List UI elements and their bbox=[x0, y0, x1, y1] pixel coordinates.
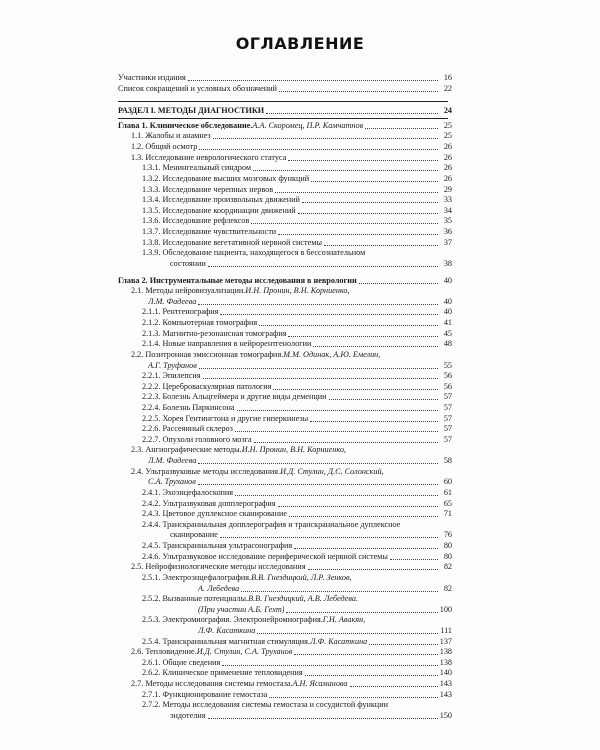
toc-entry[interactable] bbox=[148, 296, 452, 307]
toc-entry-title: 2.1.1. Рентгенография bbox=[142, 307, 219, 317]
toc-entry-authors: Г.Н. Авакян, bbox=[322, 615, 366, 625]
dot-leader bbox=[279, 91, 438, 92]
toc-entry-page: 34 bbox=[443, 205, 452, 215]
toc-entry[interactable] bbox=[142, 413, 452, 424]
toc-entry[interactable] bbox=[142, 498, 452, 509]
toc-entry[interactable] bbox=[142, 194, 452, 205]
toc-entry[interactable] bbox=[131, 130, 452, 141]
toc-entry-page: 138 bbox=[439, 647, 452, 657]
toc-entry[interactable] bbox=[142, 247, 452, 258]
toc-entry-title: РАЗДЕЛ I. МЕТОДЫ ДИАГНОСТИКИ bbox=[118, 106, 265, 116]
dot-leader bbox=[390, 559, 438, 560]
toc-entry-title: 2.2. Позитронная эмиссионная томография. bbox=[131, 349, 284, 359]
toc-entry[interactable] bbox=[148, 476, 452, 487]
toc-entry-page: 36 bbox=[443, 227, 452, 237]
dot-leader bbox=[369, 644, 437, 645]
toc-entry-title: 1.3.6. Исследование рефлексов bbox=[142, 216, 250, 226]
toc-entry-title: 2.6. Тепловидение. bbox=[131, 647, 197, 657]
toc-entry[interactable] bbox=[142, 162, 452, 173]
toc-entry-page: 29 bbox=[443, 184, 452, 194]
toc-entry[interactable] bbox=[142, 173, 452, 184]
toc-entry-page: 24 bbox=[443, 106, 452, 116]
toc-entry-page: 57 bbox=[443, 402, 452, 412]
toc-entry-page: 143 bbox=[439, 679, 452, 689]
toc-entry[interactable] bbox=[142, 317, 452, 328]
dot-leader bbox=[198, 484, 438, 485]
toc-entry-page: 150 bbox=[439, 710, 452, 720]
toc-entry-authors: А.Н. Ясаманова bbox=[292, 679, 348, 689]
toc-entry[interactable] bbox=[142, 689, 452, 700]
toc-entry-authors: И.Д. Стулин, Д.С. Солонский, bbox=[280, 466, 384, 476]
toc-entry[interactable] bbox=[142, 184, 452, 195]
dot-leader bbox=[188, 80, 438, 81]
toc-entry-authors: Л.М. Фадеева bbox=[148, 456, 197, 466]
dot-leader bbox=[241, 591, 438, 592]
dot-leader bbox=[288, 160, 438, 161]
toc-entry-page: 82 bbox=[443, 562, 452, 572]
toc-entry-page: 26 bbox=[443, 152, 452, 162]
dot-leader bbox=[359, 283, 438, 284]
toc-entry-page: 26 bbox=[443, 163, 452, 173]
toc-entry-title: 2.5.1. Электроэнцефалография. bbox=[142, 572, 252, 582]
toc-entry-authors: В.В. Гнездицкий, А.В. Лебедева. bbox=[248, 594, 359, 604]
dot-leader bbox=[199, 149, 438, 150]
toc-entry-title: 2.4.1. Эхоэнцефалоскопия bbox=[142, 487, 234, 497]
dot-leader bbox=[257, 633, 438, 634]
toc-entry[interactable] bbox=[170, 710, 452, 721]
toc-entry[interactable] bbox=[142, 402, 452, 413]
toc-entry[interactable] bbox=[131, 141, 452, 152]
dot-leader bbox=[251, 223, 438, 224]
toc-entry-title: Глава 2. Инструментальные методы исследования в неврологии bbox=[118, 275, 357, 285]
toc-entry-title: 2.1.2. Компьютерная томография bbox=[142, 318, 258, 328]
section-rule bbox=[118, 118, 448, 119]
toc-entry[interactable] bbox=[142, 657, 452, 668]
toc-entry-title: Список сокращений и условных обозначений bbox=[118, 83, 277, 93]
toc-entry-page: 71 bbox=[443, 509, 452, 519]
dot-leader bbox=[278, 506, 439, 507]
toc-entry-authors: М.М. Одинак, А.Ю. Емелин, bbox=[283, 349, 381, 359]
toc-entry[interactable] bbox=[118, 105, 452, 116]
dot-leader bbox=[198, 463, 438, 464]
toc-entry-page: 57 bbox=[443, 434, 452, 444]
toc-entry[interactable] bbox=[142, 226, 452, 237]
toc-entry[interactable] bbox=[148, 360, 452, 371]
toc-entry-title: 2.2.3. Болезнь Альцгеймера и другие виды деменции bbox=[142, 392, 327, 402]
toc-entry-title: 2.2.5. Хорея Гентингтона и другие гиперкинезы bbox=[142, 413, 309, 423]
toc-entry-authors: В.В. Гнездицкий, Л.Р. Зенков, bbox=[251, 572, 352, 582]
dot-leader bbox=[294, 548, 438, 549]
toc-entry[interactable] bbox=[142, 237, 452, 248]
toc-entry-page: 82 bbox=[443, 583, 452, 593]
toc-entry[interactable] bbox=[131, 152, 452, 163]
toc-entry-title: 2.4.5. Транскраниальная ультрасонография bbox=[142, 541, 293, 551]
toc-entry[interactable] bbox=[148, 455, 452, 466]
toc-entry-page: 111 bbox=[440, 626, 452, 635]
toc-entry[interactable] bbox=[131, 444, 452, 455]
toc-entry-page: 40 bbox=[443, 296, 452, 306]
toc-entry-title: 2.7.2. Методы исследования системы гемостаза и сосудистой функции bbox=[142, 700, 388, 710]
toc-entry[interactable] bbox=[118, 275, 452, 286]
toc-entry-title: 1.3.3. Исследование черепных нервов bbox=[142, 184, 274, 194]
toc-entry-title: 2.6.1. Общие сведения bbox=[142, 657, 221, 667]
dot-leader bbox=[298, 213, 438, 214]
toc-entry[interactable] bbox=[170, 529, 452, 540]
toc-entry-page: 40 bbox=[443, 275, 452, 285]
toc-entry-title: 2.2.6. Рассеянный склероз bbox=[142, 424, 233, 434]
toc-entry-page: 57 bbox=[443, 424, 452, 434]
toc-entry[interactable] bbox=[142, 540, 452, 551]
dot-leader bbox=[203, 378, 438, 379]
toc-entry-title: 2.5. Нейрофизиологические методы исследования bbox=[131, 562, 306, 572]
toc-entry[interactable] bbox=[131, 678, 452, 689]
toc-entry-page: 56 bbox=[443, 371, 452, 381]
toc-entry[interactable] bbox=[131, 349, 452, 360]
toc-entry-title: 1.2. Общий осмотр bbox=[131, 142, 198, 152]
toc-entry-title: 1.3. Исследование неврологического статуса bbox=[131, 152, 287, 162]
toc-entry-page: 40 bbox=[443, 307, 452, 317]
toc-entry-title: 1.3.8. Исследование вегетативной нервной системы bbox=[142, 237, 322, 247]
dot-leader bbox=[269, 697, 438, 698]
toc-entry-authors: А.А. Скоромец, П.Р. Камчатнов bbox=[252, 120, 364, 130]
toc-entry-page: 143 bbox=[439, 689, 452, 699]
toc-entry-page: 25 bbox=[443, 131, 452, 141]
toc-entry-authors: А. Лебедева bbox=[198, 583, 240, 593]
dot-leader bbox=[237, 410, 439, 411]
toc-entry-title: 2.1.3. Магнитно-резонансная томография bbox=[142, 328, 287, 338]
dot-leader bbox=[198, 304, 438, 305]
toc-entry[interactable] bbox=[142, 423, 452, 434]
toc-entry-title: 2.5.4. Транскраниальная магнитная стимуляция. bbox=[142, 636, 310, 646]
dot-leader bbox=[208, 266, 438, 267]
toc-entry[interactable] bbox=[142, 519, 452, 530]
toc-entry-title: эндотелия bbox=[170, 710, 206, 720]
toc-entry[interactable] bbox=[142, 551, 452, 562]
toc-entry[interactable] bbox=[142, 205, 452, 216]
toc-entry[interactable] bbox=[142, 508, 452, 519]
toc-entry[interactable] bbox=[142, 215, 452, 226]
toc-entry-title: 2.1.4. Новые направления в нейрорентгенологии bbox=[142, 339, 312, 349]
toc-entry[interactable] bbox=[142, 391, 452, 402]
dot-leader bbox=[220, 314, 438, 315]
toc-entry-title: 2.2.1. Эпилепсия bbox=[142, 371, 201, 381]
dot-leader bbox=[286, 612, 437, 613]
toc-entry-title: Участники издания bbox=[118, 73, 186, 82]
toc-entry-page: 56 bbox=[443, 381, 452, 391]
toc-entry[interactable] bbox=[198, 604, 452, 615]
toc-entry-title: 2.5.2. Вызванные потенциалы. bbox=[142, 594, 249, 604]
toc-entry-page: 55 bbox=[443, 360, 452, 370]
toc-entry-authors: А.Г. Труфанов bbox=[148, 360, 197, 370]
toc-entry-page: 26 bbox=[443, 173, 452, 183]
toc-entry-title: 1.3.4. Исследование произвольных движений bbox=[142, 195, 300, 205]
toc-entry-title: 1.3.5. Исследование координации движений bbox=[142, 205, 296, 215]
toc-entry[interactable] bbox=[142, 636, 452, 647]
toc-entry[interactable] bbox=[131, 466, 452, 477]
toc-entry-page: 16 bbox=[443, 73, 452, 82]
toc-entry-page: 140 bbox=[439, 668, 452, 678]
toc-entry-page: 80 bbox=[443, 541, 452, 551]
toc-entry[interactable] bbox=[142, 593, 452, 604]
toc-entry-title: 1.1. Жалобы и анамнез bbox=[131, 131, 211, 141]
dot-leader bbox=[235, 431, 438, 432]
toc-entry-title: 1.3.9. Обследование пациента, находящегося в бессознательном bbox=[142, 248, 366, 258]
dot-leader bbox=[365, 128, 438, 129]
toc-entry[interactable] bbox=[131, 561, 452, 572]
dot-leader bbox=[222, 665, 437, 666]
toc-entry-title: 1.3.7. Исследование чувствительности bbox=[142, 227, 277, 237]
toc-entry-title: 2.3. Ангиографические методы. bbox=[131, 445, 242, 455]
toc-entry-page: 76 bbox=[443, 530, 452, 540]
toc-entry-authors: Л.Ф. Касаткина bbox=[198, 626, 256, 635]
dot-leader bbox=[350, 686, 438, 687]
dot-leader bbox=[294, 654, 437, 655]
toc-entry-page: 65 bbox=[443, 498, 452, 508]
toc-entry-title: 2.7. Методы исследования системы гемостаза. bbox=[131, 679, 293, 689]
toc-entry-authors: Л.Ф. Касаткина bbox=[309, 636, 368, 646]
toc-entry-page: 61 bbox=[443, 487, 452, 497]
toc-entry-title: 2.2.7. Опухоли головного мозга bbox=[142, 434, 252, 444]
toc-entry-title: 2.4.2. Ультразвуковая допплерография bbox=[142, 498, 276, 508]
toc-entry[interactable] bbox=[198, 583, 452, 594]
dot-leader bbox=[313, 346, 438, 347]
toc-entry[interactable] bbox=[142, 699, 452, 710]
toc-entry[interactable] bbox=[142, 306, 452, 317]
toc-entry-title: 1.3.2. Исследование высших мозговых функций bbox=[142, 173, 310, 183]
toc-entry-page: 137 bbox=[439, 636, 452, 646]
toc-entry[interactable] bbox=[118, 120, 452, 131]
toc-entry-authors: С.А. Труханов bbox=[148, 477, 196, 487]
toc-entry-page: 25 bbox=[443, 120, 452, 130]
dot-leader bbox=[324, 245, 438, 246]
dot-leader bbox=[254, 442, 438, 443]
toc-entry[interactable] bbox=[142, 338, 452, 349]
toc-entry-title: 2.6.2. Клиническое применение тепловидения bbox=[142, 668, 303, 678]
dot-leader bbox=[253, 170, 438, 171]
toc-entry-page: 57 bbox=[443, 392, 452, 402]
toc-entry-page: 22 bbox=[443, 83, 452, 93]
toc-entry-page: 45 bbox=[443, 328, 452, 338]
toc-entry-authors: Л.М. Фадеева bbox=[148, 296, 197, 306]
toc-entry[interactable] bbox=[131, 646, 452, 657]
toc-entry[interactable] bbox=[118, 83, 452, 94]
dot-leader bbox=[329, 399, 438, 400]
toc-entry[interactable] bbox=[142, 370, 452, 381]
dot-leader bbox=[266, 113, 438, 114]
toc-entry-title: 2.1. Методы нейровизуализации. bbox=[131, 286, 246, 296]
toc-entry-page: 138 bbox=[439, 657, 452, 667]
dot-leader bbox=[213, 138, 438, 139]
toc-entry-title: сканирование bbox=[170, 530, 218, 540]
toc-entry-page: 80 bbox=[443, 551, 452, 561]
toc-entry-page: 57 bbox=[443, 413, 452, 423]
toc-entry-page: 37 bbox=[443, 237, 452, 247]
toc-entry-page: 33 bbox=[443, 195, 452, 205]
dot-leader bbox=[305, 675, 438, 676]
toc-entry-page: 26 bbox=[443, 142, 452, 152]
toc-entry-authors: (При участии А.Б. Гехт) bbox=[198, 604, 285, 614]
dot-leader bbox=[199, 368, 438, 369]
dot-leader bbox=[310, 421, 438, 422]
toc-entry-authors: И.Н. Пронин, В.Н. Корниенко, bbox=[241, 445, 346, 455]
dot-leader bbox=[311, 181, 438, 182]
dot-leader bbox=[302, 202, 438, 203]
toc-entry[interactable] bbox=[170, 258, 452, 269]
toc-entry[interactable] bbox=[142, 328, 452, 339]
dot-leader bbox=[308, 569, 438, 570]
toc-entry[interactable] bbox=[142, 434, 452, 445]
toc-entry-title: 2.4. Ультразвуковые методы исследования. bbox=[131, 466, 281, 476]
toc-entry[interactable] bbox=[131, 285, 452, 296]
dot-leader bbox=[288, 336, 438, 337]
dot-leader bbox=[273, 389, 438, 390]
toc-entry-title: 2.2.2. Цереброваскулярная патология bbox=[142, 381, 272, 391]
toc-entry-page: 48 bbox=[443, 339, 452, 349]
toc-entry-title: 2.7.1. Функционирование гемостаза bbox=[142, 689, 268, 699]
toc-entry-authors: И.Н. Пронин, В.Н. Корниенко, bbox=[245, 286, 350, 296]
toc-entry-title: Глава 1. Клиническое обследование. bbox=[118, 120, 253, 130]
toc-entry-title: 1.3.1. Менингеальный синдром bbox=[142, 163, 252, 173]
toc-entry-page: 35 bbox=[443, 216, 452, 226]
toc-entry-title: 2.5.3. Электромиография. Электронейромиография. bbox=[142, 615, 323, 625]
toc-entry[interactable] bbox=[142, 614, 452, 625]
toc-entry-page: 60 bbox=[443, 477, 452, 487]
toc-entry-title: 2.4.3. Цветовое дуплексное сканирование bbox=[142, 509, 287, 519]
dot-leader bbox=[259, 325, 438, 326]
toc-entry[interactable] bbox=[142, 381, 452, 392]
toc-entry-title: состоянии bbox=[170, 258, 206, 268]
dot-leader bbox=[208, 718, 438, 719]
dot-leader bbox=[220, 537, 438, 538]
toc-entry-title: 2.4.4. Транскраниальная допплерография и транскраниальное дуплексное bbox=[142, 519, 401, 529]
toc-entry-page: 41 bbox=[443, 318, 452, 328]
dot-leader bbox=[278, 234, 438, 235]
toc-entry-page: 100 bbox=[439, 604, 452, 614]
toc-entry-page: 38 bbox=[443, 258, 452, 268]
dot-leader bbox=[275, 192, 438, 193]
toc-entry[interactable] bbox=[142, 667, 452, 678]
toc-entry[interactable] bbox=[142, 572, 452, 583]
toc-entry[interactable] bbox=[198, 625, 452, 636]
toc-entry-page: 58 bbox=[443, 456, 452, 466]
section-rule bbox=[118, 101, 448, 102]
page-title: ОГЛАВЛЕНИЕ bbox=[235, 34, 365, 53]
dot-leader bbox=[235, 495, 438, 496]
toc-entry-title: 2.2.4. Болезнь Паркинсона bbox=[142, 402, 235, 412]
toc-entry-title: 2.4.6. Ультразвуковое исследование периферической нервной системы bbox=[142, 551, 388, 561]
toc-entry-authors: И.Д. Стулин, С.А. Труханов bbox=[196, 647, 293, 657]
toc-entry[interactable] bbox=[118, 72, 452, 83]
toc-entry[interactable] bbox=[142, 487, 452, 498]
dot-leader bbox=[289, 516, 438, 517]
